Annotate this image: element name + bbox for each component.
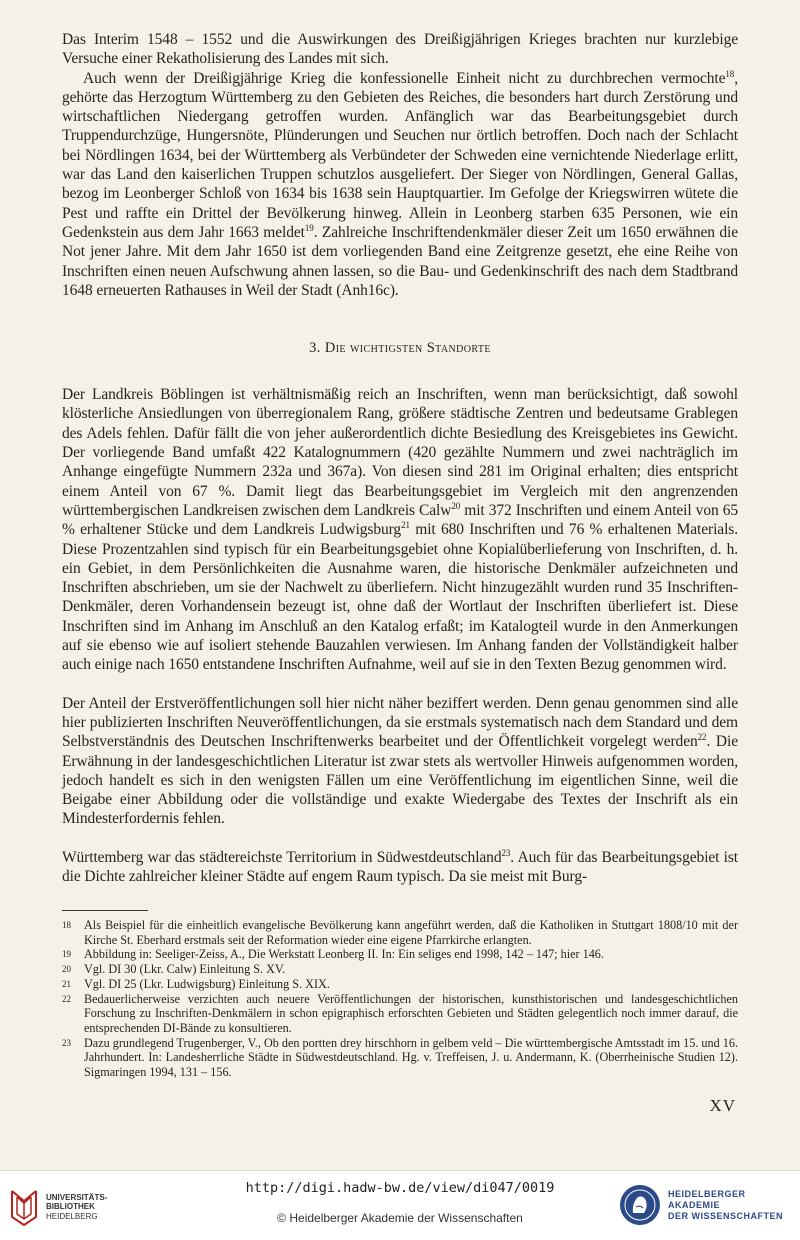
academy-logo-line: DER WISSENSCHAFTEN	[667, 1210, 783, 1221]
footnote-number: 23	[62, 1037, 71, 1048]
text-run: Auch wenn der Dreißigjährige Krieg die konfessionelle Einheit nicht zu durchbrechen vermochte	[83, 69, 726, 87]
footnote-20	[62, 962, 738, 977]
page-body	[62, 30, 738, 886]
text-run: . Auch für das Bearbeitungsgebiet ist die Dichte zahlreicher kleiner Städte auf engem Raum typisch. Da sie meist mit Burg-	[62, 848, 738, 885]
footnote-number: 21	[62, 978, 71, 989]
footnote-ref-20[interactable]: 20	[451, 500, 461, 511]
text-run: . Zahlreiche Inschriftendenkmäler dieser Zeit um 1650 erwähnen die Not jener Jahre. Mit dem Jahr 1650 ist dem vorliegenden Band eine Zeitgrenze gesetzt, ehe eine Reihe von Inschriften einen neuen Aufschwung ahnen lassen, so die Bau- und Gedenkinschrift des nach dem Stadtbrand 1648 erneuerten Rathauses in Weil der Stadt (Anh16c).	[62, 223, 738, 299]
paragraph-erstveroeffentlichungen	[62, 694, 738, 829]
viewer-footer	[0, 1170, 800, 1240]
footnote-divider	[62, 910, 148, 911]
academy-logo-text	[668, 1189, 800, 1222]
text-run: mit 680 Inschriften und 76 % erhaltenen Materials. Diese Prozentzahlen sind typisch für ein Bearbeitungsgebiet ohne Kopialüberlieferung von Inschriften, d. h. ein Gebiet, in dem Persönlichkeiten die Ausnahme waren, die historische Denkmäler aufzeichneten und Inschriften abschrieben, um sie der Nachwelt zu überliefern. Nicht hinzugezählt wurden rund 35 Inschriften-Denkmäler, deren Vorhandensein bezeugt ist, ohne daß der Wortlaut der Inschriften überliefert ist. Diese Inschriften sind im Anhang im Anschluß an den Katalog erfaßt; im Katalogteil wurde in den Anmerkungen auf sie ebenso wie auf isoliert stehende Bauzahlen verwiesen. Im Anhang fanden der Vollständigkeit halber auch einige nach 1650 entstandene Inschriften Aufnahme, weil auf sie in den Texten Bezug genommen wird.	[62, 521, 738, 674]
text-run: Der Anteil der Erstveröffentlichungen soll hier nicht näher beziffert werden. Denn genau genommen sind alle hier publizierten Inschriften Neuveröffentlichungen, da sie erstmals systematisch nach dem Standard und dem Selbstverständnis des Deutschen Inschriftenwerks bearbeitet und der Öffentlichkeit vorgelegt werden	[62, 694, 738, 751]
paragraph-wuerttemberg	[62, 848, 738, 887]
footnote-text: Abbildung in: Seeliger-Zeiss, A., Die Werkstatt Leonberg II. In: Ein seliges end 1998, 142 – 147; hier 146.	[84, 947, 604, 962]
library-logo-line: BIBLIOTHEK	[46, 1202, 95, 1212]
paragraph-landkreis	[62, 385, 738, 674]
paragraph-interim: Das Interim 1548 – 1552 und die Auswirkungen des Dreißigjährigen Krieges brachten nur kurzlebige Versuche einer Rekatholisierung des Landes mit sich.	[62, 31, 738, 68]
footnote-21	[62, 977, 738, 992]
footnote-text: Dazu grundlegend Trugenberger, V., Ob den portten drey hirschhorn in gelbem veld – Die württembergische Amtsstadt im 15. und 16. Jahrhundert. In: Landesherrliche Städte in Südwestdeutschland. Hg. v. Treffeisen, J. u. Andermann, K. (Oberrheinische Studien 12). Sigmaringen 1994, 131 – 156.	[84, 1035, 738, 1080]
footnote-ref-18[interactable]: 18	[725, 68, 735, 79]
footnote-text: Vgl. DI 30 (Lkr. Calw) Einleitung S. XV.	[84, 962, 286, 977]
library-logo-line: HEIDELBERG	[46, 1211, 98, 1221]
footnote-ref-23[interactable]: 23	[501, 847, 511, 858]
text-run: mit 372 Inschriften und einem Anteil von 65 % erhaltener Stücke und dem Landkreis Ludwigsburg	[62, 501, 738, 539]
footnote-number: 22	[62, 993, 71, 1004]
footnote-number: 20	[62, 964, 71, 975]
footnote-19	[62, 947, 738, 962]
copyright-notice: © Heidelberger Akademie der Wissenschaften	[277, 1211, 523, 1225]
text-run: , gehörte das Herzogtum Württemberg zu den Gebieten des Reiches, die besonders hart durch Zerstörung und wirtschaftlichen Niedergang getroffen wurden. Anfänglich war das Bearbeitungsgebiet durch Truppendurchzüge, Hungersnöte, Plünderungen und Seuchen nur örtlich betroffen. Doch nach der Schlacht bei Nördlingen 1634, bei der Württemberg als Verbündeter der Schweden eine vernichtende Niederlage erlitt, war das Land den kaiserlichen Truppen schutzlos ausgeliefert. Der Sieger von Nördlingen, General Gallas, bezog im Leonberger Schloß von 1634 bis 1638 sein Hauptquartier. Im Gefolge der Kriegswirren wütete die Pest und raffte ein Drittel der Bevölkerung hinweg. Allein in Leonberg starben 635 Personen, wie ein Gedenkstein aus dem Jahr 1663 meldet	[62, 69, 738, 241]
footnote-text: Vgl. DI 25 (Lkr. Ludwigsburg) Einleitung S. XIX.	[84, 976, 330, 991]
footnote-18	[62, 918, 738, 947]
footnote-ref-19[interactable]: 19	[304, 222, 314, 233]
footnote-ref-21[interactable]: 21	[401, 520, 410, 531]
footnote-text: Als Beispiel für die einheitlich evangelische Bevölkerung kann angeführt werden, daß die Katholiken in Stuttgart 1808/10 mit der Kirche St. Eberhard erstmals seit der Reformation wieder eine eigene Pfarrkirche erlangten.	[84, 918, 738, 947]
academy-seal-icon	[618, 1183, 662, 1227]
library-logo-line: UNIVERSITÄTS-	[46, 1192, 108, 1202]
text-run: Württemberg war das städtereichste Territorium in Südwestdeutschland	[62, 848, 502, 866]
footnote-number: 19	[62, 949, 71, 960]
permalink[interactable]: http://digi.hadw-bw.de/view/di047/0019	[245, 1180, 555, 1196]
footnote-22	[62, 992, 738, 1036]
section-heading: 3. Die wichtigsten Standorte	[309, 340, 491, 357]
footnote-23	[62, 1036, 738, 1080]
footnote-text: Bedauerlicherweise verzichten auch neuere Veröffentlichungen der historischen, kunsthistorischen und landesgeschichtlichen Forschung zu Inschriften-Denkmälern in schon epigraphisch erforschten Gebieten und Städten gelegentlich noch immer darauf, die entsprechenden DI-Bände zu konsultieren.	[84, 991, 738, 1035]
text-run: . Die Erwähnung in der landesgeschichtlichen Literatur ist zwar stets als wertvoller Hinweis aufgenommen worden, jedoch handelt es sich in den wenigsten Fällen um eine Veröffentlichung im eigentlichen Sinne, weil die Beigabe einer Abbildung oder die vollständige und exakte Wiedergabe des Textes der Inschrift als ein Mindesterfordernis fehlen.	[62, 733, 739, 828]
paragraph-thirty-years-war	[62, 69, 738, 301]
academy-logo[interactable]	[618, 1183, 800, 1227]
academy-logo-line: HEIDELBERGER AKADEMIE	[667, 1188, 746, 1210]
footnote-ref-22[interactable]: 22	[697, 732, 707, 743]
footnotes	[62, 910, 738, 1080]
text-run: Der Landkreis Böblingen ist verhältnismäßig reich an Inschriften, wenn man berücksichtigt, daß sowohl klösterliche Ansiedlungen von überregionalem Rang, größere städtische Zentren und bedeutsame Grablegen des Adels fehlen. Dafür fällt die von jeher außerordentlich dichte Besiedlung des Kreisgebietes ins Gewicht. Der vorliegende Band umfaßt 422 Katalognummern (420 gezählte Nummern und zwei nachträglich im Anhange eingefügte Nummern 232a und 367a). Von diesen sind 281 im Original erhalten; dies entspricht einem Anteil von 67 %. Damit liegt das Bearbeitungsgebiet im Vergleich mit den angrenzenden württembergischen Landkreisen zwischen dem Landkreis Calw	[62, 386, 738, 519]
footnote-number: 18	[62, 920, 71, 930]
page-number: XV	[709, 1096, 736, 1115]
